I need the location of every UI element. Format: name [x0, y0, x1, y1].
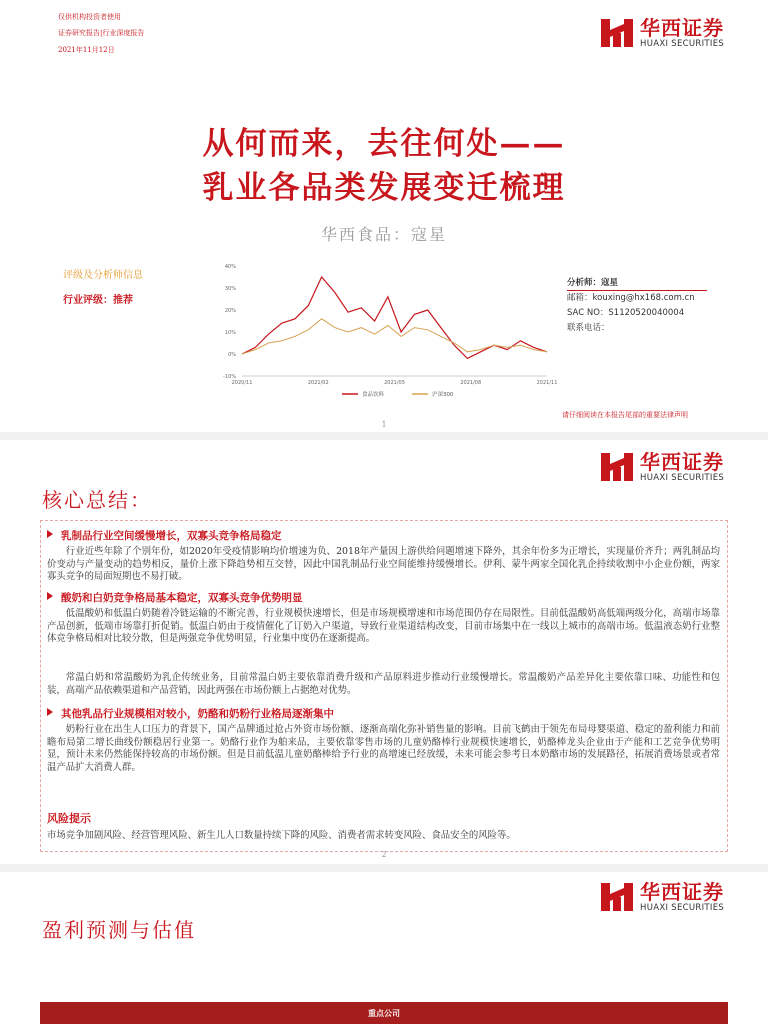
x-tick-label: 2021/02 [307, 380, 329, 386]
huaxi-logo [600, 450, 724, 484]
cover-page [0, 0, 768, 432]
bullet-triangle-icon [47, 708, 53, 716]
page-divider [0, 864, 768, 872]
meta-report-type: 证券研究报告|行业深度报告 [58, 29, 145, 37]
legal-disclaimer: 请仔细阅读在本报告尾部的重要法律声明 [562, 411, 688, 419]
legend-label: 沪深300 [432, 392, 454, 398]
brand-name-en: HUAXI SECURITIES [640, 38, 725, 49]
y-tick-label: 40% [224, 264, 236, 270]
point-paragraph: 常温白奶和常温酸奶为乳企传统业务，目前常温白奶主要依靠消费升级和产品原料进步推动行业缓慢增长。常温酸奶产品差异化主要依靠口味、功能性和包装，高端产品依赖渠道和产品营销，因此两强在市场份额上占据绝对优势。 [47, 672, 720, 696]
point-paragraph: 行业近些年除了个别年份，如2020年受疫情影响均价增速为负、2018年产量因上游供给问题增速下降外，其余年份多为正增长，实现量价齐升；两乳制品均价变动与产量变动的趋势相反，量价上涨下降趋势相互交替，因此中国乳制品行业空间能维持缓慢增长。伊利、蒙牛两家全国化乳企持续收割中小企业份额，两家寡头竞争的局面短期也不易打破。 [47, 546, 720, 582]
point-heading-text: 酸奶和白奶竞争格局基本稳定，双寡头竞争优势明显 [61, 592, 303, 604]
section-title-forecast: 盈利预测与估值 [42, 918, 196, 942]
report-subtitle: 华西食品：寇星 [320, 225, 447, 244]
y-tick-label: 20% [224, 308, 236, 314]
forecast-page [0, 872, 768, 1024]
legend-label: 食品饮料 [362, 392, 385, 398]
y-tick-label: 0% [228, 352, 236, 358]
point-heading-3 [47, 706, 334, 721]
y-tick-label: 30% [224, 286, 236, 292]
industry-rating: 行业评级：推荐 [63, 295, 133, 306]
summary-page [0, 440, 768, 864]
report-title-line1: 从何而来，去往何处—— [202, 126, 566, 162]
brand-name-cn: 华西证券 [640, 449, 724, 474]
section-title-summary: 核心总结： [42, 488, 152, 512]
point-heading-1 [47, 528, 282, 543]
bullet-triangle-icon [47, 592, 53, 600]
point-paragraph: 奶粉行业在出生人口压力的背景下，国产品牌通过抢占外资市场份额、逐渐高端化弥补销售量的影响。目前飞鹤由于领先布局母婴渠道、稳定的盈利能力和前瞻布局第二增长曲线份额稳居行业第一。奶酪行业作为舶来品，主要依靠零售市场的儿童奶酪棒行业规模快速增长，奶酪棒龙头企业由于产能和工艺竞争优势明显，预计未来仍然能保持较高的市场份额。但是目前低温儿童奶酪棒给予行业的高增速已经放缓，未来可能会参考日本奶酪市场的发展路径，拓展消费场景或者常温产品扩大消费人群。 [47, 724, 720, 773]
x-tick-label: 2021/08 [460, 380, 482, 386]
risk-text: 市场竞争加剧风险、经营管理风险、新生儿人口数量持续下降的风险、消费者需求转变风险、食品安全的风险等。 [47, 830, 516, 841]
page-number: 2 [381, 850, 387, 859]
brand-name-cn: 华西证券 [640, 15, 724, 40]
x-tick-label: 2021/11 [536, 380, 557, 386]
brand-name-cn: 华西证券 [640, 879, 724, 904]
huaxi-logo [600, 880, 724, 914]
analyst-sac: SAC NO：S1120520040004 [567, 308, 685, 318]
huaxi-logo-icon [600, 880, 634, 914]
analyst-name: 分析师：寇星 [567, 276, 707, 291]
page-number: 1 [381, 420, 387, 429]
analyst-email[interactable]: 邮箱：kouxing@hx168.com.cn [567, 293, 695, 303]
point-heading-text: 乳制品行业空间缓慢增长，双寡头竞争格局稳定 [61, 530, 282, 542]
meta-audience: 仅供机构投资者使用 [58, 13, 121, 21]
huaxi-logo [600, 16, 724, 50]
huaxi-logo-icon [600, 16, 634, 50]
series-line-2 [242, 319, 547, 354]
huaxi-logo-icon [600, 450, 634, 484]
brand-name-en: HUAXI SECURITIES [640, 902, 725, 913]
rating-header: 评级及分析师信息 [63, 270, 143, 281]
point-paragraph: 低温酸奶和低温白奶随着冷链运输的不断完善，行业规模快速增长，但是市场规模增速和市场范围仍存在局限性。目前低温酸奶高低端两级分化，高端市场靠产品创新，低端市场靠打折促销。低温白奶由于疫情催化了订奶入户渠道，导致行业渠道结构改变，目前市场集中在一线以上城市的高端市场。低温液态奶行业整体竞争格局相对比较分散，但是两强竞争优势明显，行业集中度仍在逐渐提高。 [47, 608, 720, 644]
meta-date: 2021年11月12日 [58, 46, 115, 54]
point-heading-2 [47, 590, 303, 605]
x-tick-label: 2020/11 [231, 380, 253, 386]
y-tick-label: -10% [223, 374, 236, 380]
point-heading-text: 其他乳品行业规模相对较小，奶酪和奶粉行业格局逐渐集中 [61, 708, 334, 720]
analyst-phone: 联系电话： [567, 323, 610, 333]
performance-chart [222, 258, 557, 408]
report-title-line2: 乳业各品类发展变迁梳理 [202, 170, 566, 206]
analyst-info [567, 276, 707, 336]
brand-name-en: HUAXI SECURITIES [640, 472, 725, 483]
x-tick-label: 2021/05 [384, 380, 405, 386]
key-companies-bar: 重点公司 [40, 1002, 728, 1024]
page-divider [0, 432, 768, 440]
performance-chart-svg [222, 258, 557, 408]
bullet-triangle-icon [47, 530, 53, 538]
risk-title: 风险提示 [47, 812, 91, 825]
y-tick-label: 10% [224, 330, 236, 336]
